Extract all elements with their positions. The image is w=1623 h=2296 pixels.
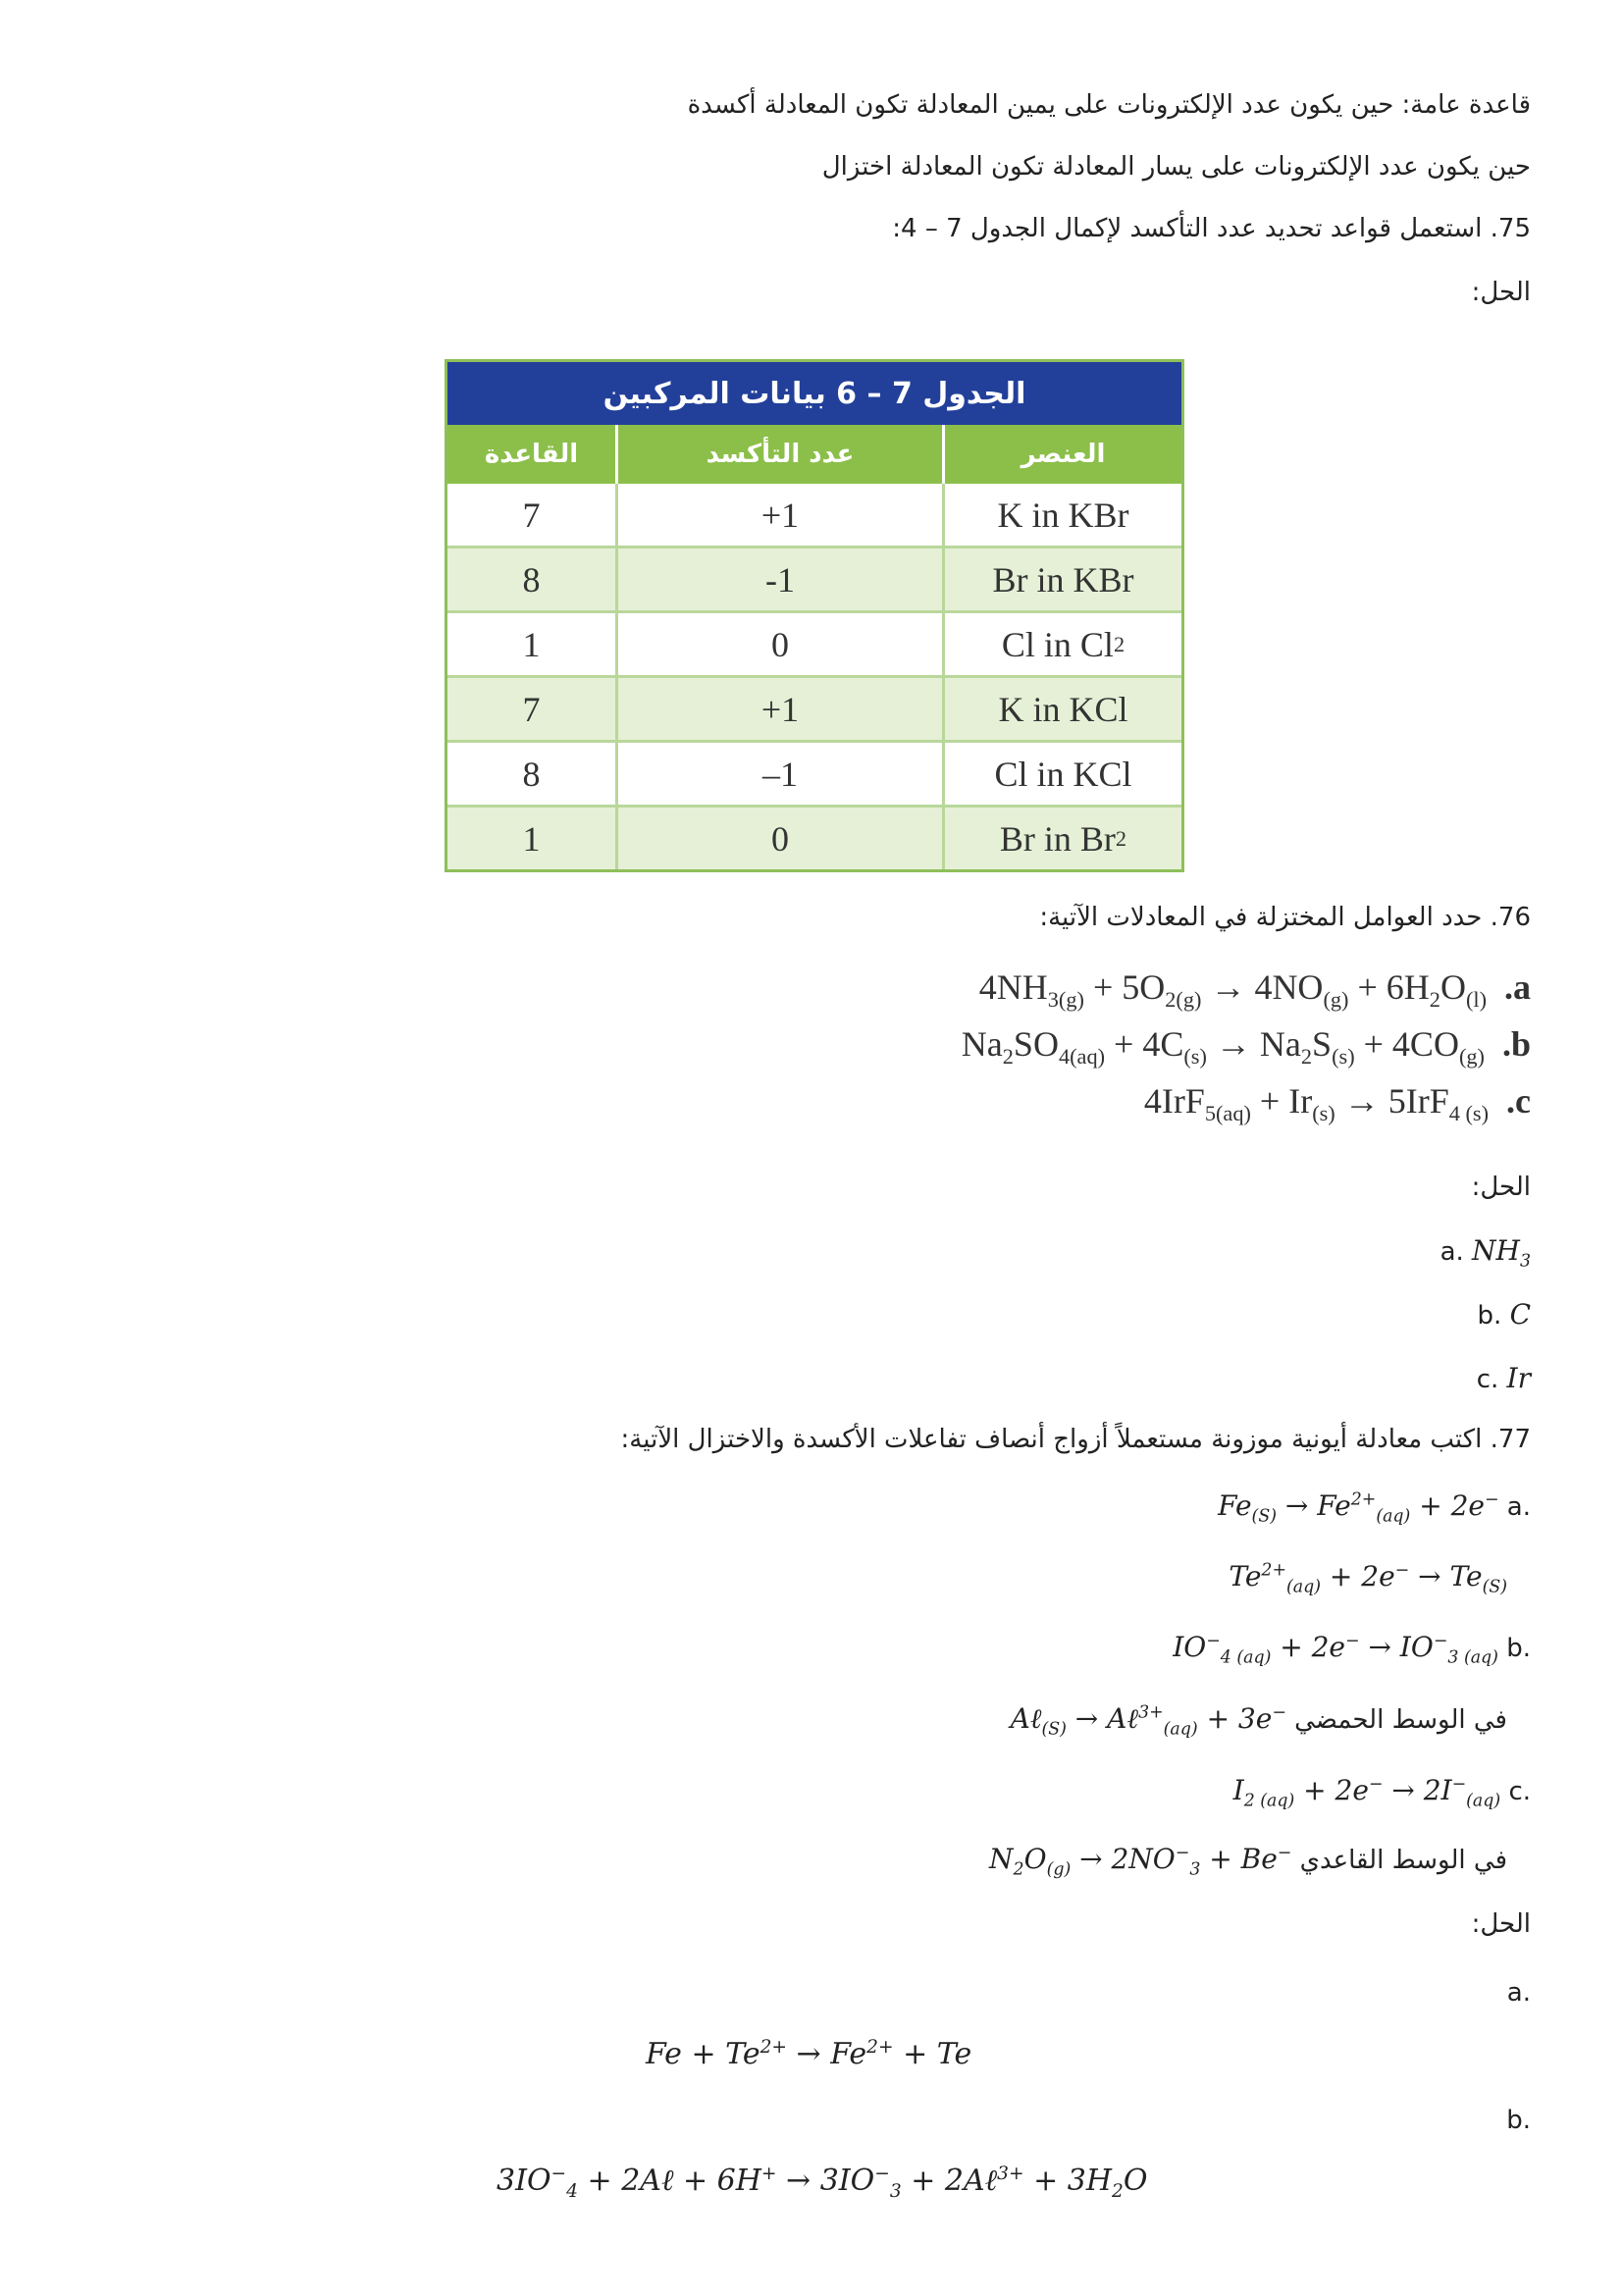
table-row [447, 675, 1181, 740]
cell-rule: 8 [447, 548, 618, 610]
cell-element: Br in KBr [992, 559, 1134, 600]
equation-76b: $Na_2SO_{4(aq)} + 4C_{(s)} \to Na_2S_{(s)} + 4CO_{(g)}$ .b [961, 1024, 1531, 1070]
cell-element: Cl in KCl [994, 754, 1132, 794]
question-77: 77. اكتب معادلة أيونية موزونة مستعملاً أزواج أنصاف تفاعلات الأكسدة والاختزال الآتية: [620, 1425, 1531, 1454]
cell-oxidation: +1 [618, 678, 945, 740]
cell-oxidation: 0 [618, 808, 945, 869]
equation-76c: $4IrF_{5(aq)} + Ir_{(s)} \to 5IrF_{4 (s)}$ .c [1143, 1081, 1531, 1126]
solution-label-77: الحل: [1471, 1909, 1531, 1939]
cell-rule: 7 [447, 484, 618, 546]
answer-76a: a. $NH_3$ [1440, 1234, 1531, 1272]
rule-line-2: حين يكون عدد الإلكترونات على يسار المعادلة تكون المعادلة اختزال [821, 152, 1531, 182]
half-reaction-a2: $Te^{2+}_{(aq)} + 2e^- \to Te_{(S)}$ [1229, 1560, 1507, 1597]
half-reaction-c1: $I_{2 (aq)} + 2e^- \to 2I^-_{(aq)}$ c. [1232, 1774, 1531, 1811]
solution-77a-label: a. [1506, 1978, 1531, 2008]
question-75: 75. استعمل قواعد تحديد عدد التأكسد لإكمال الجدول 7 – 4: [892, 214, 1531, 243]
table-row [447, 740, 1181, 805]
solution-77b-label: b. [1506, 2106, 1531, 2135]
half-reaction-c2: في الوسط القاعدي $N_2O_{(g)} \to 2NO^-_3 + Be^-$ [989, 1843, 1507, 1880]
solution-label-75: الحل: [1471, 278, 1531, 307]
cell-rule: 8 [447, 743, 618, 805]
table-row [447, 805, 1181, 869]
table-row [447, 610, 1181, 675]
oxidation-table [445, 359, 1184, 872]
equation-76a: $4NH_{3(g)} + 5O_{2(g)} \to 4NO_{(g)} + 6H_2O_{(l)}$ .a [978, 967, 1531, 1013]
half-reaction-b2: في الوسط الحمضي Aℓ$_{(S)}$ → Aℓ$^{3+}_{(aq)}$ + 3e− [1010, 1702, 1507, 1740]
cell-element: K in KCl [998, 689, 1128, 729]
header-rule: القاعدة [447, 425, 618, 484]
header-element: العنصر [1021, 440, 1106, 469]
table-row [447, 484, 1181, 546]
question-76: 76. حدد العوامل المختزلة في المعادلات الآتية: [1039, 903, 1531, 932]
half-reaction-a1: $Fe_{(S)} \to Fe^{2+}_{(aq)} + 2e^-$ a. [1218, 1489, 1531, 1527]
cell-rule: 1 [447, 808, 618, 869]
solution-label-76: الحل: [1471, 1173, 1531, 1202]
half-reaction-b1: $IO^-_{4 (aq)} + 2e^- \to IO^-_{3 (aq)}$ b. [1173, 1631, 1531, 1668]
table-row [447, 546, 1181, 610]
cell-oxidation: 0 [618, 613, 945, 675]
cell-oxidation: -1 [618, 548, 945, 610]
answer-76b: b. C [1477, 1298, 1531, 1331]
rule-line-1: قاعدة عامة: حين يكون عدد الإلكترونات على يمين المعادلة تكون المعادلة أكسدة [687, 90, 1531, 120]
cell-element: Br in Br 2 [999, 818, 1127, 859]
answer-76c: c. Ir [1476, 1362, 1531, 1394]
table-header-row [447, 425, 1181, 484]
cell-oxidation: +1 [618, 484, 945, 546]
cell-rule: 1 [447, 613, 618, 675]
cell-oxidation: –1 [618, 743, 945, 805]
balanced-equation-b: $3IO^-_4$ + 2Aℓ + $6H^+ \to 3IO^-_3$ + 2Aℓ$^{3+}$ + $3H_2O$ [497, 2164, 1148, 2202]
cell-element: Cl in Cl 2 [1001, 624, 1126, 664]
table-title: الجدول 7 – 6 بيانات المركبين [447, 362, 1181, 425]
header-oxidation: عدد التأكسد [618, 425, 945, 484]
cell-rule: 7 [447, 678, 618, 740]
cell-element: K in KBr [997, 495, 1129, 535]
balanced-equation-a: $Fe + Te^{2+} \to Fe^{2+} + Te$ [646, 2037, 972, 2071]
